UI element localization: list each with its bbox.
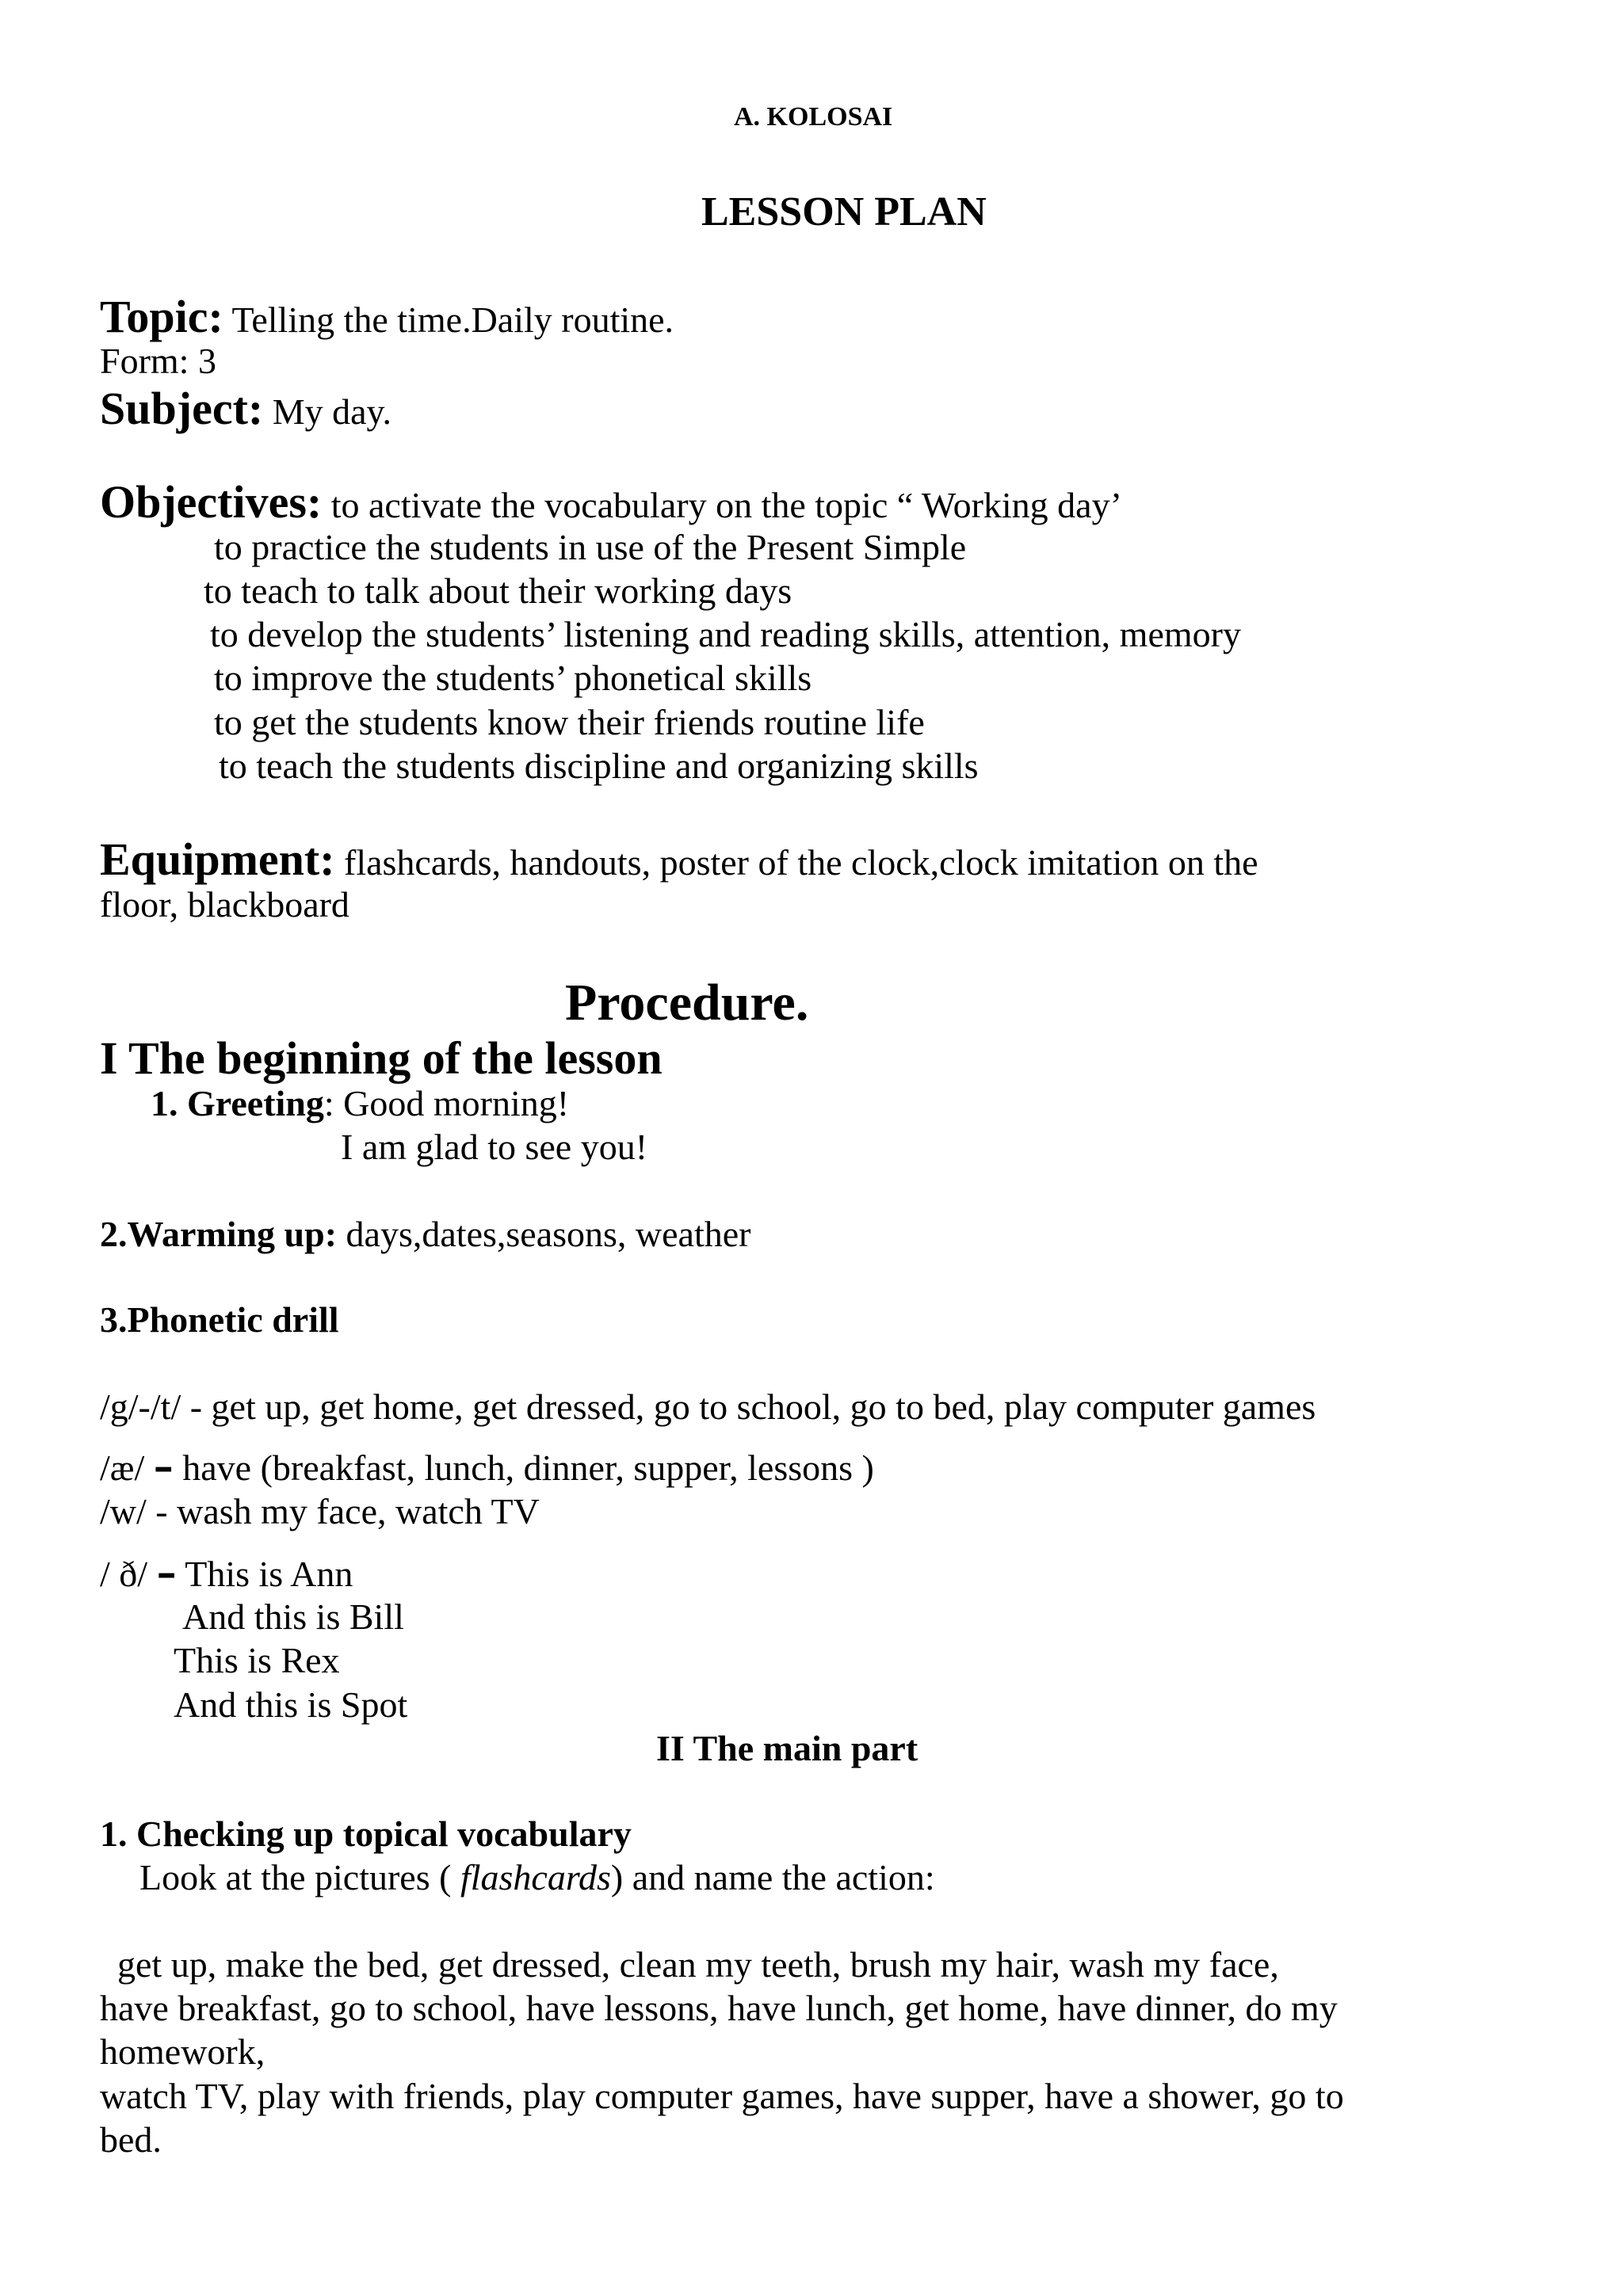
page-title: LESSON PLAN — [701, 189, 987, 235]
phonetic-line-th-2: And this is Bill — [182, 1596, 404, 1637]
vocab-instruction — [139, 1859, 935, 1896]
phonetic-text-th: This is Ann — [176, 1554, 353, 1594]
equipment-continuation: floor, blackboard — [100, 884, 349, 925]
greeting-text-2: I am glad to see you! — [341, 1127, 648, 1167]
objective-item: to get the students know their friends routine life — [214, 702, 925, 742]
phonetic-text-ae: have (breakfast, lunch, dinner, supper, lessons ) — [173, 1447, 874, 1488]
subject-value: My day. — [263, 391, 392, 432]
section-main-heading: II The main part — [656, 1728, 918, 1768]
vocab-line: watch TV, play with friends, play computer games, have supper, have a shower, go to — [100, 2076, 1344, 2116]
topic-value: Telling the time.Daily routine. — [223, 299, 674, 340]
phonetic-dash: – — [153, 1443, 174, 1489]
objective-item: to develop the students’ listening and reading skills, attention, memory — [210, 614, 1241, 654]
vocab-intro-start: Look at the pictures ( — [139, 1857, 460, 1897]
objectives-first: to activate the vocabulary on the topic “ Working day’ — [322, 485, 1122, 525]
topic-line — [100, 291, 674, 342]
vocab-line: bed. — [100, 2119, 162, 2160]
objectives-first-line — [100, 476, 1122, 528]
warming-up-line — [100, 1216, 751, 1253]
phonetic-dash: – — [156, 1549, 177, 1596]
objectives-label: Objectives: — [100, 476, 323, 528]
subject-label: Subject: — [100, 383, 264, 434]
vocab-line: get up, make the bed, get dressed, clean my teeth, brush my hair, wash my face, — [117, 1944, 1279, 1985]
vocab-line: have breakfast, go to school, have lessons, have lunch, get home, have dinner, do my — [100, 1988, 1338, 2028]
greeting-text: : Good morning! — [323, 1083, 570, 1123]
procedure-title: Procedure. — [565, 974, 809, 1032]
equipment-label: Equipment: — [100, 833, 335, 885]
section-beginning-heading: I The beginning of the lesson — [100, 1032, 663, 1084]
vocab-intro-italic: flashcards — [460, 1857, 611, 1897]
warming-label: 2.Warming up: — [100, 1214, 338, 1254]
vocab-intro-end: ) and name the action: — [610, 1857, 935, 1897]
objective-item: to teach to talk about their working days — [204, 570, 792, 611]
objective-item: to practice the students in use of the Present Simple — [214, 527, 967, 567]
subject-line — [100, 383, 392, 434]
greeting-label: 1. Greeting — [151, 1083, 324, 1123]
phonetic-line-th-4: And this is Spot — [174, 1684, 408, 1725]
phonetic-symbol-th: / ð/ — [100, 1554, 157, 1594]
objective-item: to improve the students’ phonetical skills — [214, 658, 812, 698]
topic-label: Topic: — [100, 291, 223, 342]
author-name: A. KOLOSAI — [734, 102, 893, 132]
greeting-line — [151, 1085, 569, 1122]
form-line: Form: 3 — [100, 341, 216, 381]
phonetic-line-th-3: This is Rex — [174, 1640, 340, 1680]
phonetic-drill-heading: 3.Phonetic drill — [100, 1299, 339, 1340]
warming-text: days,dates,seasons, weather — [337, 1214, 751, 1254]
vocab-line: homework, — [100, 2031, 265, 2072]
equipment-value: flashcards, handouts, poster of the clock,clock imitation on the — [334, 842, 1258, 883]
phonetic-symbol-ae: /æ/ — [100, 1447, 154, 1488]
objective-item: to teach the students discipline and organizing skills — [219, 746, 979, 786]
phonetic-line-th — [100, 1549, 353, 1596]
phonetic-line-g-t: /g/-/t/ - get up, get home, get dressed, go to school, go to bed, play computer games — [100, 1386, 1316, 1427]
vocab-heading: 1. Checking up topical vocabulary — [100, 1814, 632, 1854]
phonetic-line-ae — [100, 1443, 874, 1489]
equipment-line — [100, 833, 1258, 885]
phonetic-line-w: /w/ - wash my face, watch TV — [100, 1491, 540, 1531]
